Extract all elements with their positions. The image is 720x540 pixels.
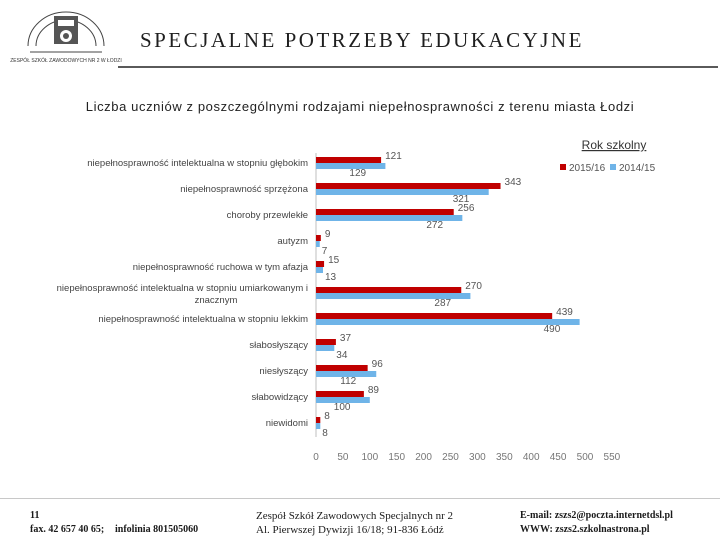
data-label-2015-16: 9 [324,229,331,240]
data-label-2014-15: 7 [321,246,328,257]
data-label-2015-16: 256 [457,203,475,214]
x-tick-label: 450 [549,452,567,463]
bar-2015/16 [316,391,364,397]
category-label: niepełnosprawność intelektualna w stopniu głębokim [87,158,308,169]
category-label: choroby przewlekłe [226,210,308,221]
page-title: SPECJALNE POTRZEBY EDUKACYJNE [140,28,584,52]
x-tick-label: 250 [442,452,459,463]
data-label-2015-16: 89 [367,385,380,396]
bar-2015/16 [316,235,321,241]
x-tick-label: 500 [576,452,594,463]
svg-text:ZESPÓŁ SZKÓŁ ZAWODOWYCH NR 2 W: ZESPÓŁ SZKÓŁ ZAWODOWYCH NR 2 W ŁODZI [10,58,122,64]
x-tick-label: 50 [337,452,349,463]
category-label: niepełnosprawność ruchowa w tym afazja [132,262,308,273]
bar-2015/16 [316,209,454,215]
bar-2015/16 [316,339,336,345]
category-label: znacznym [194,295,238,306]
footer [0,498,720,540]
website-link[interactable]: WWW: zszs2.szkolnastrona.pl [520,524,650,535]
x-tick-label: 0 [313,452,319,463]
x-tick-label: 550 [603,452,621,463]
header [0,0,720,80]
x-tick-label: 150 [388,452,406,463]
category-label: słabowidzący [251,392,308,403]
x-tick-label: 300 [469,452,486,463]
bar-2015/16 [316,157,381,163]
category-label: niesłyszący [259,366,308,377]
bar-chart [0,130,720,490]
category-label: niewidomi [265,418,308,429]
data-label-2015-16: 37 [339,333,352,344]
data-label-2015-16: 96 [371,359,383,370]
email-link[interactable]: E-mail: zszs2@poczta.internetdsl.pl [520,510,673,521]
chart-title: Liczba uczniów z poszczególnymi rodzajami niepełnosprawności z terenu miasta Łodzi [85,99,635,114]
category-label: niepełnosprawność sprzężona [180,184,308,195]
bar-2015/16 [316,183,501,189]
legend-title: Rok szkolny [581,138,647,152]
data-label-2014-15: 34 [336,350,348,361]
category-label: niepełnosprawność intelektualna w stopniu umiarkowanym i [56,283,308,294]
data-label-2015-16: 121 [385,151,402,162]
bar-2015/16 [316,365,368,371]
bar-2014/15 [316,345,334,351]
bar-2014/15 [316,241,320,247]
data-label-2015-16: 15 [328,255,340,266]
school-name: Zespół Szkół Zawodowych Specjalnych nr 2 [256,510,454,522]
legend-swatch-2014-15 [610,164,616,170]
data-label-2015-16: 270 [465,281,482,292]
data-label-2015-16: 8 [324,411,330,422]
bar-2015/16 [316,417,320,423]
data-label-2014-15: 13 [324,272,337,283]
data-label-2014-15: 287 [434,298,452,309]
x-tick-label: 200 [415,452,432,463]
data-label-2014-15: 490 [543,324,561,335]
bar-2015/16 [316,287,461,293]
data-label-2014-15: 272 [426,220,444,231]
category-label: niepełnosprawność intelektualna w stopniu lekkim [98,314,308,325]
bar-2015/16 [316,261,324,267]
data-label-2015-16: 439 [556,307,573,318]
legend-label-2015-16: 2015/16 [569,163,606,174]
infoline: infolinia 801505060 [115,524,199,535]
header-divider [118,66,718,68]
x-tick-label: 400 [522,452,540,463]
school-address: Al. Pierwszej Dywizji 16/18; 91-836 Łódź [256,524,444,536]
bar-2014/15 [316,423,320,429]
category-label: autyzm [277,236,308,247]
school-logo [10,6,122,66]
data-label-2014-15: 112 [340,376,357,387]
footer-divider [0,498,720,499]
legend-swatch-2015-16 [560,164,566,170]
page-number: 11 [30,510,40,521]
x-tick-label: 350 [495,452,513,463]
fax-number: fax. 42 657 40 65; [30,524,105,535]
bar-2015/16 [316,313,552,319]
category-label: słabosłyszący [249,340,308,351]
bar-2014/15 [316,319,580,325]
data-label-2014-15: 129 [349,168,367,179]
bar-2014/15 [316,267,323,273]
data-label-2014-15: 100 [333,402,351,413]
data-label-2014-15: 321 [452,194,470,205]
data-label-2015-16: 343 [504,177,522,188]
data-label-2014-15: 8 [322,428,328,439]
x-tick-label: 100 [361,452,379,463]
legend-label-2014-15: 2014/15 [619,163,656,174]
